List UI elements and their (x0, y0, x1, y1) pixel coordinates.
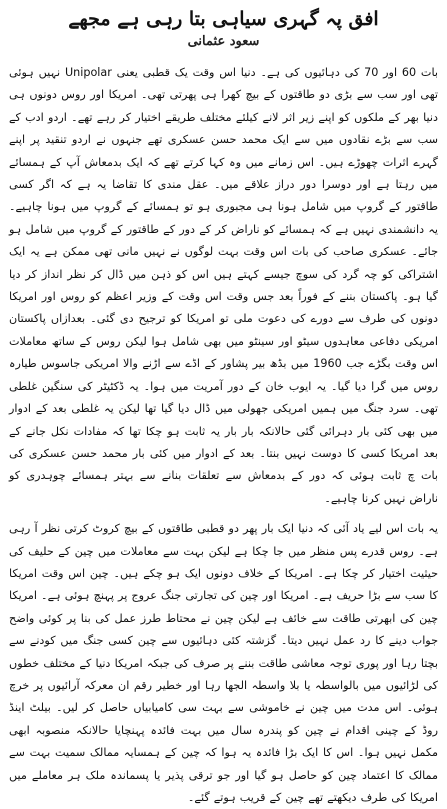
article-paragraph-2: یہ بات اس لیے یاد آئی کہ دنیا ایک بار پھر دو قطبی طاقتوں کے بیچ کروٹ کرتی نظر آ رہی ہے۔ روس قدرے پس منظر میں جا چکا ہے لیکن بہت سے معاملات میں چین کے حلیف کی حیثیت اختیار کر چکا ہے۔ امریکا کے خلاف دونوں ایک ہو چکے ہیں۔ چین اس وقت امریکا کا سب سے بڑا حریف ہے۔ امریکا اور چین کی تجارتی جنگ عروج پر پہنچ ہوئی ہے۔ امریکا چین کی ابھرتی طاقت سے خائف ہے لیکن چین نے محتاط طرز عمل کی بنا پر کوئی واضح جواب دینے کا رد عمل نہیں دیتا۔ گزشتہ کئی دہائیوں سے چین کسی جنگ میں کودنے سے بچتا رہا اور پوری توجہ معاشی طاقت بننے پر صرف کی جبکہ امریکا دنیا کے مختلف خطوں کی لڑائیوں میں بالواسطہ یا بلا واسطہ الجھا رہا اور خطیر رقم ان معرکہ آرائیوں پر خرچ ہوئی۔ اس مدت میں چین نے خاموشی سے بہت سی کامیابیاں حاصل کر لیں۔ بیلٹ اینڈ روڈ کے چینی اقدام نے چین کو پندرہ سال میں بہت فائدہ پہنچایا حالانکہ منصوبہ ابھی مکمل نہیں ہوا۔ اس کا ایک بڑا فائدہ یہ ہوا کہ چین کے ہمسایہ ممالک سمیت بہت سے ممالک کا اعتماد چین کو حاصل ہو گیا اور جو ترقی پذیر یا پسماندہ ملک ہر معاملے میں امریکا کی طرف دیکھتے تھے چین کے قریب ہوتے گئے۔ (9, 522, 438, 804)
article-paragraph-1: بات 60 اور 70 کی دہائیوں کی ہے۔ دنیا اس وقت یک قطبی یعنی Unipolar نہیں ہوئی تھی اور سب سے بڑی دو طاقتوں کے بیچ کھرا ہی پھرتی تھی۔ امریکا اور روس دونوں ہی دنیا بھر کے ملکوں کو اپنے زیر اثر لانے کیلئے مختلف طریقے اختیار کر رہے تھے۔ اردو ادب کے سب سے بڑے نقادوں میں سے ایک محمد حسن عسکری تھے جنہوں نے اردو تنقید پر اپنے گہرے اثرات چھوڑے ہیں۔ اس زمانے میں وہ کہا کرتے تھے کہ ایک بدمعاش آپ کے ہمسائے میں رہتا ہے اور دوسرا دور دراز علاقے میں۔ عقل مندی کا تقاضا یہ ہے کہ اگر کسی طاقتور کے گروپ میں شامل ہونا ہی مجبوری ہو تو ہمسائے کے گروپ میں ہونا چاہیے۔ یہ دانشمندی نہیں ہے کہ ہمسائے کو ناراض کر کے دور کے طاقتور کے گروپ میں شامل ہو جائے۔ عسکری صاحب کی بات اس وقت بہت لوگوں نے نہیں مانی تھی ممکن ہے یہ ایک اشتراکی کو چہ گرد کی سوچ جیسے کہتے ہیں اس کو ذہن میں ڈال کر نظر انداز کر دیا گیا ہو۔ پاکستان بننے کے فوراً بعد جس وقت اس وقت کے وزیر اعظم کو روس اور امریکا دونوں کی طرف سے دورے کی دعوت ملی تو امریکا کو ترجیح دی گئی۔ بعدازاں پاکستان امریکی دفاعی معاہدوں سیٹو اور سینٹو میں بھی شامل ہوا لیکن روس کے ساتھ معاملات اس وقت بگڑے جب 1960 میں بڈھ بیر پشاور کے اڈے سے اڑنے والا امریکی جاسوس طیارہ روس میں گرا دیا گیا۔ یہ ایوب خان کے دور آمریت میں ہوا۔ یہ ڈکٹیٹر کی سنگین غلطی تھی۔ سرد جنگ میں ہمیں امریکی جھولی میں ڈال دیا گیا تھا لیکن یہ غلطی بعد کے ادوار میں بھی کئی بار دہرائی گئی حالانکہ بار بار یہ ثابت ہو چکا تھا کہ مفادات نکل جانے کے بعد امریکا کسی کا دوست نہیں بنتا۔ بعد کے ادوار میں کئی بار محمد حسن عسکری کی بات چ ثابت ہوئی کہ دور کے بدمعاش سے تعلقات بنانے سے بہتر ہمسائے چوہدری کو ناراض نہیں کرنا چاہیے۔ (9, 66, 438, 505)
article-headline: افق پہ گہری سیاہی بتا رہی ہے مجھے (68, 8, 379, 30)
author-byline: سعود عثمانی (187, 34, 260, 49)
